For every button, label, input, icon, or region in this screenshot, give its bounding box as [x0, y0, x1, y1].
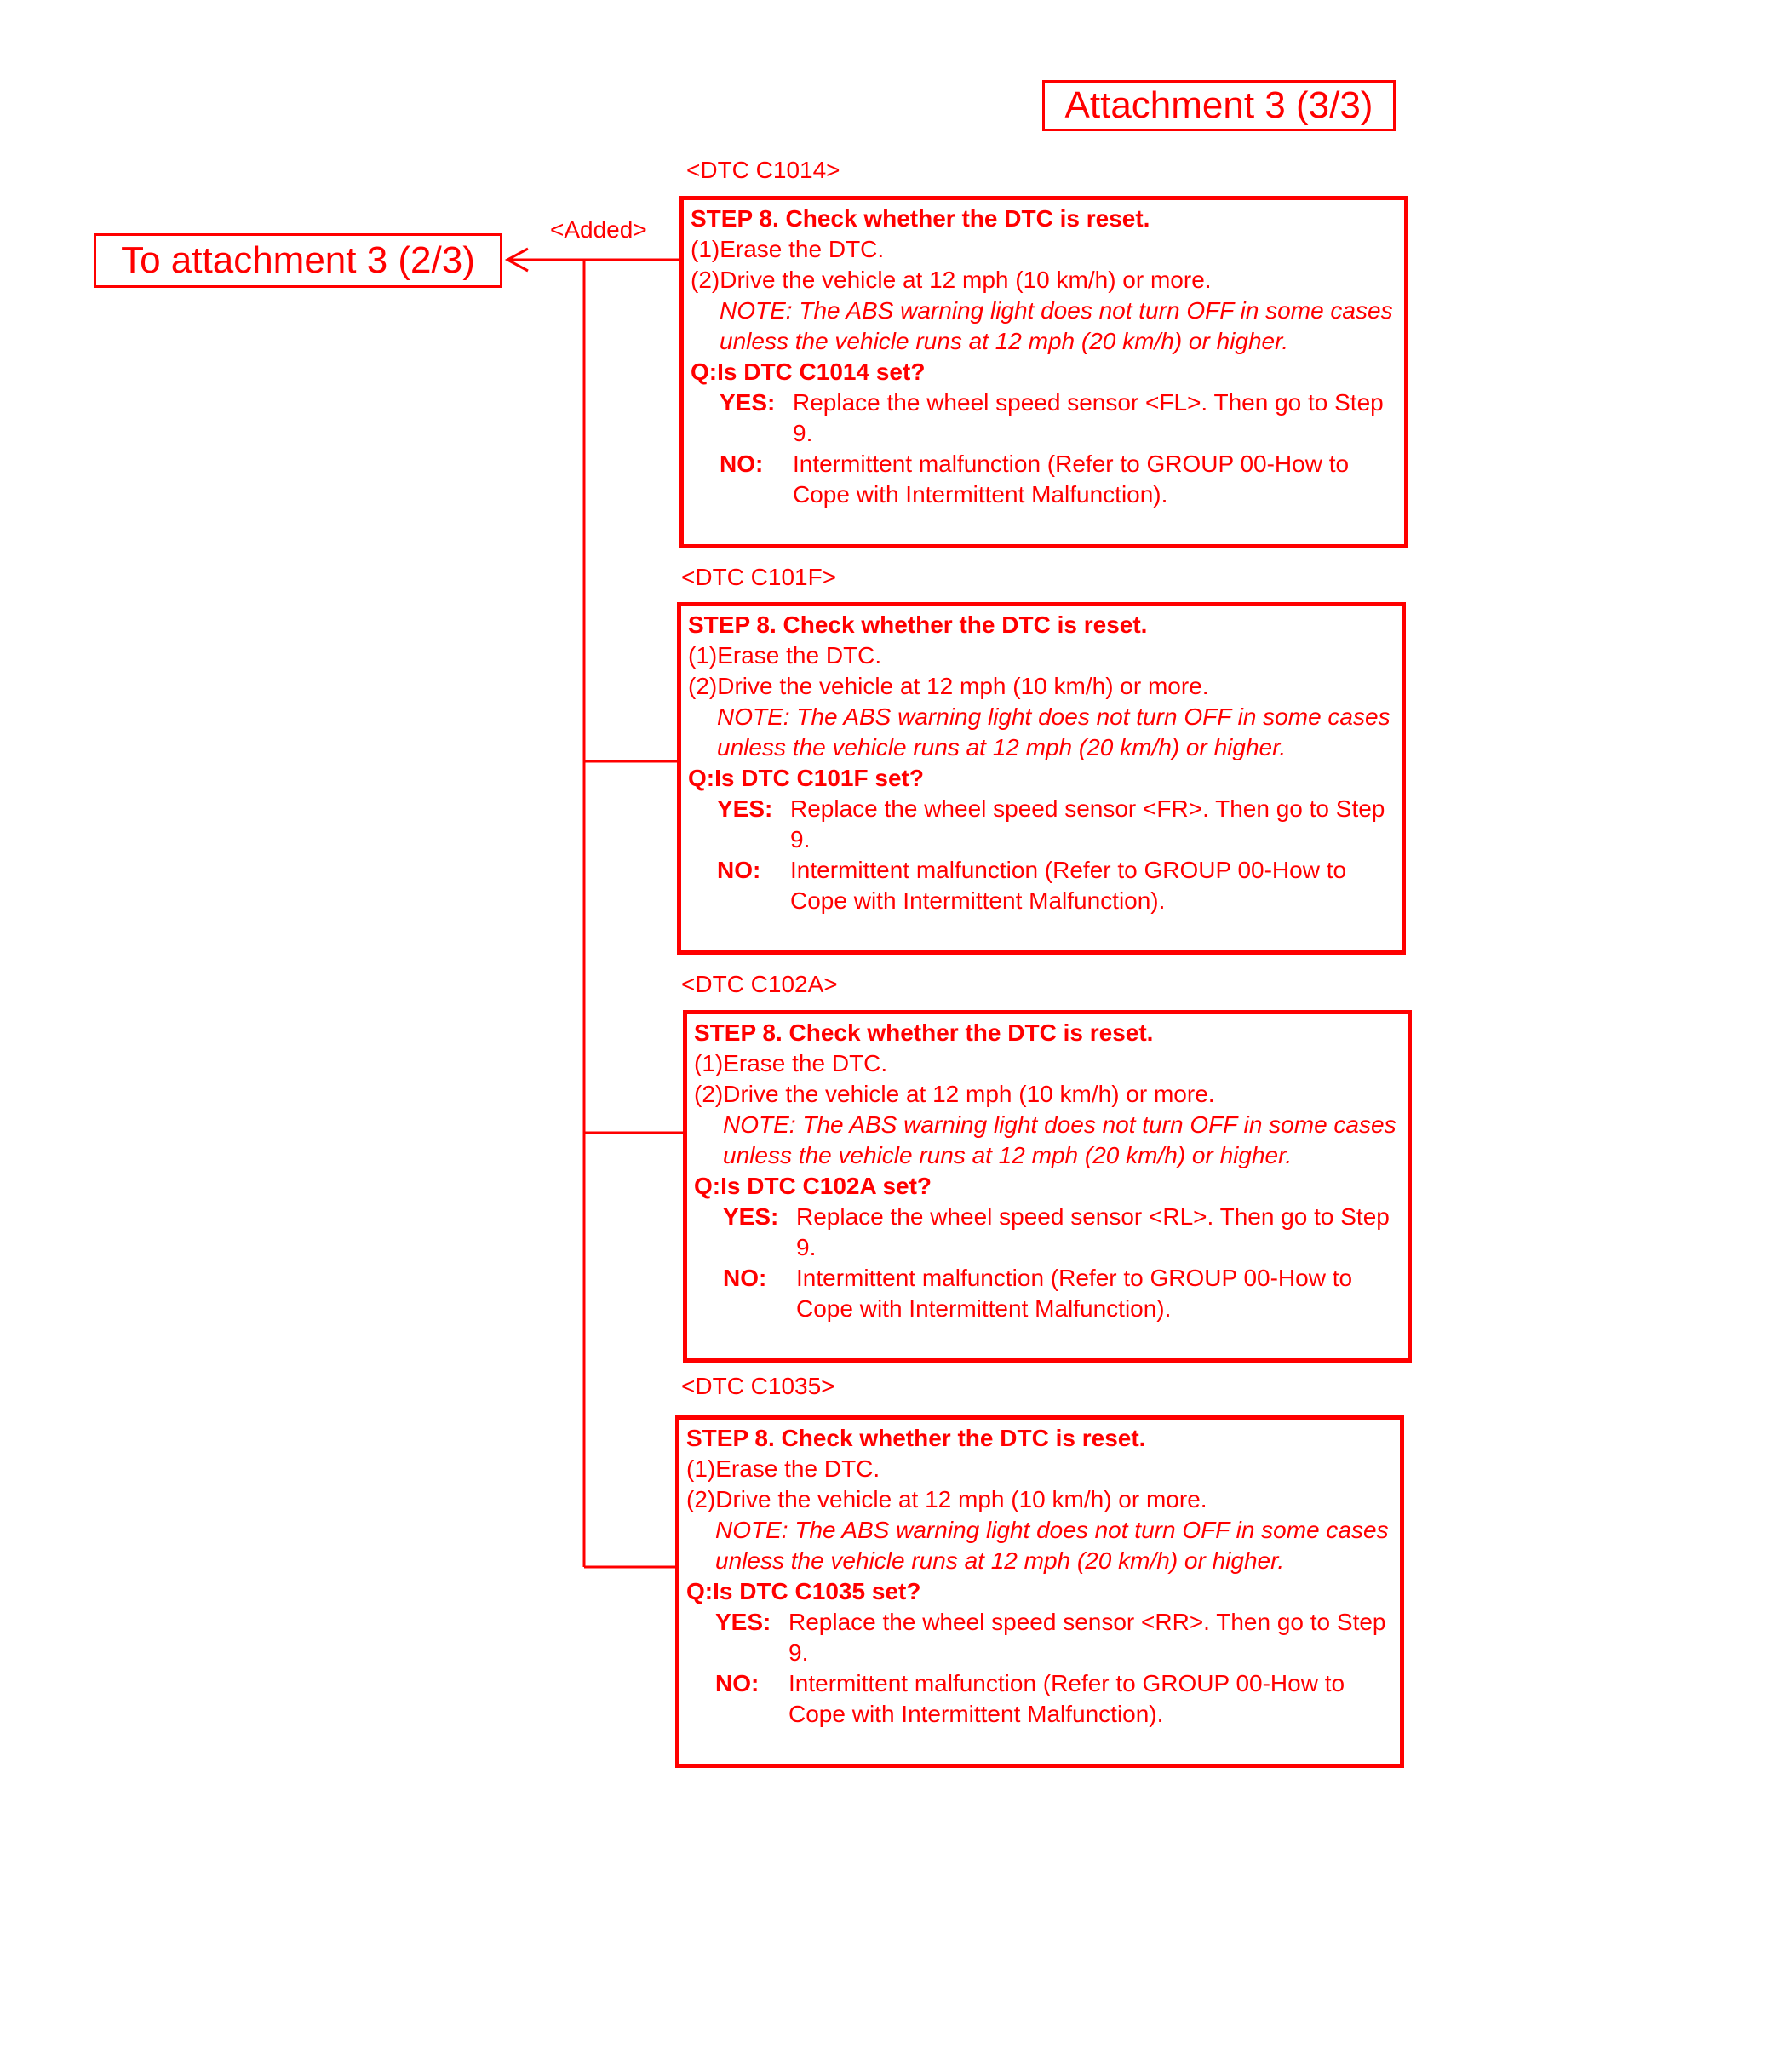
step-question: Q:Is DTC C1014 set? — [691, 359, 926, 385]
yes-text: Replace the wheel speed sensor <RL>. Then go to Step 9. — [796, 1203, 1390, 1260]
step-box-c102a — [683, 1010, 1412, 1363]
step-box-c101f — [677, 602, 1406, 955]
step-line-erase: (1)Erase the DTC. — [691, 236, 885, 262]
dtc-label-c1014: <DTC C1014> — [686, 157, 840, 183]
answer-no — [694, 1263, 1401, 1324]
answer-yes — [691, 387, 1397, 449]
yes-text: Replace the wheel speed sensor <RR>. Then go to Step 9. — [788, 1609, 1386, 1666]
answer-no — [686, 1668, 1393, 1730]
to-attachment-link[interactable]: To attachment 3 (2/3) — [94, 233, 502, 288]
no-key: NO: — [723, 1265, 767, 1291]
yes-text: Replace the wheel speed sensor <FR>. Then go to Step 9. — [790, 795, 1385, 852]
step-note: NOTE: The ABS warning light does not turn OFF in some cases unless the vehicle runs at 12 mph (20 km/h) or higher. — [723, 1111, 1396, 1168]
answer-yes — [688, 794, 1395, 855]
step-note: NOTE: The ABS warning light does not turn OFF in some cases unless the vehicle runs at 12 mph (20 km/h) or higher. — [717, 703, 1390, 760]
no-key: NO: — [715, 1670, 760, 1696]
step-title: STEP 8. Check whether the DTC is reset. — [694, 1019, 1154, 1046]
added-label: <Added> — [550, 216, 647, 243]
step-question: Q:Is DTC C101F set? — [688, 765, 924, 791]
yes-text: Replace the wheel speed sensor <FL>. Then go to Step 9. — [793, 389, 1384, 446]
step-note: NOTE: The ABS warning light does not turn OFF in some cases unless the vehicle runs at 12 mph (20 km/h) or higher. — [715, 1517, 1389, 1574]
step-note: NOTE: The ABS warning light does not turn OFF in some cases unless the vehicle runs at 12 mph (20 km/h) or higher. — [720, 297, 1393, 354]
step-line-drive: (2)Drive the vehicle at 12 mph (10 km/h) or more. — [694, 1081, 1215, 1107]
answer-yes — [686, 1607, 1393, 1668]
no-key: NO: — [717, 857, 761, 883]
dtc-label-c102a: <DTC C102A> — [681, 971, 838, 997]
answer-no — [691, 449, 1397, 510]
page-title: Attachment 3 (3/3) — [1042, 80, 1396, 131]
yes-key: YES: — [715, 1609, 771, 1635]
answer-yes — [694, 1202, 1401, 1263]
step-line-erase: (1)Erase the DTC. — [694, 1050, 888, 1076]
step-line-erase: (1)Erase the DTC. — [688, 642, 882, 669]
no-text: Intermittent malfunction (Refer to GROUP 00-How to Cope with Intermittent Malfunction). — [796, 1265, 1353, 1322]
no-text: Intermittent malfunction (Refer to GROUP 00-How to Cope with Intermittent Malfunction). — [793, 451, 1350, 508]
dtc-label-c101f: <DTC C101F> — [681, 564, 837, 590]
no-text: Intermittent malfunction (Refer to GROUP 00-How to Cope with Intermittent Malfunction). — [790, 857, 1347, 914]
step-title: STEP 8. Check whether the DTC is reset. — [686, 1425, 1146, 1451]
yes-key: YES: — [720, 389, 776, 416]
step-line-drive: (2)Drive the vehicle at 12 mph (10 km/h) or more. — [686, 1486, 1207, 1512]
step-line-drive: (2)Drive the vehicle at 12 mph (10 km/h) or more. — [691, 267, 1212, 293]
step-box-c1035 — [675, 1415, 1404, 1768]
step-line-drive: (2)Drive the vehicle at 12 mph (10 km/h) or more. — [688, 673, 1209, 699]
answer-no — [688, 855, 1395, 916]
no-text: Intermittent malfunction (Refer to GROUP 00-How to Cope with Intermittent Malfunction). — [788, 1670, 1345, 1727]
step-box-c1014 — [679, 196, 1408, 548]
step-title: STEP 8. Check whether the DTC is reset. — [691, 205, 1150, 232]
step-title: STEP 8. Check whether the DTC is reset. — [688, 611, 1148, 638]
no-key: NO: — [720, 451, 764, 477]
dtc-label-c1035: <DTC C1035> — [681, 1373, 835, 1399]
step-question: Q:Is DTC C1035 set? — [686, 1578, 921, 1604]
yes-key: YES: — [723, 1203, 779, 1230]
yes-key: YES: — [717, 795, 773, 822]
step-question: Q:Is DTC C102A set? — [694, 1173, 932, 1199]
step-line-erase: (1)Erase the DTC. — [686, 1455, 880, 1482]
